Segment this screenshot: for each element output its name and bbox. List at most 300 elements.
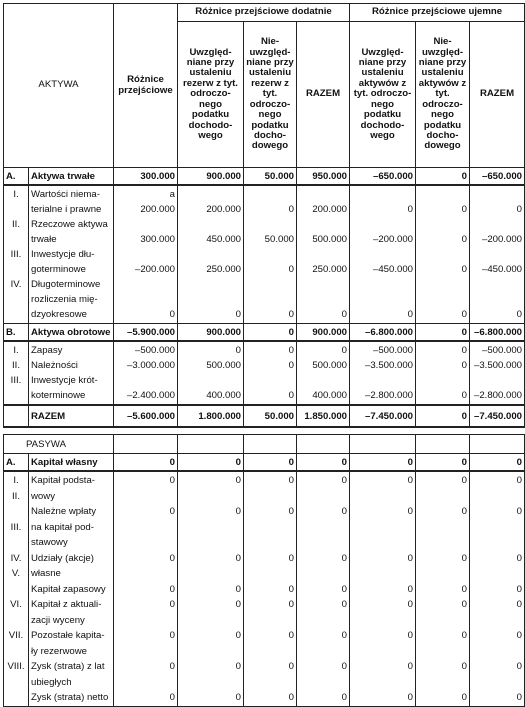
cell-line	[116, 613, 175, 629]
cell-line: 0	[341, 599, 348, 610]
row-names	[29, 471, 114, 706]
section-b-value: 0	[244, 324, 297, 342]
cell-line	[472, 644, 522, 660]
cell-line: 0	[407, 661, 414, 672]
cell-line: 0	[288, 345, 294, 356]
cell-line: –2.800.000	[474, 390, 523, 401]
column-values	[470, 185, 525, 324]
cell-line: 0	[169, 599, 175, 610]
cell-line: 400.000	[206, 390, 241, 401]
cell-line: VII.	[8, 630, 24, 641]
cell-line	[352, 535, 413, 551]
cell-line	[116, 520, 175, 536]
cell-line: Pozostałe kapita-	[31, 630, 105, 641]
cell-line: 0	[288, 661, 294, 672]
cell-line: 0	[288, 204, 294, 215]
cell-line	[352, 292, 413, 307]
uj-razem-header: RAZEM	[470, 22, 525, 168]
cell-line: 0	[235, 506, 241, 517]
section-a-value: 0	[416, 168, 470, 186]
razem-value: 1.800.000	[178, 405, 244, 427]
cell-line: 250.000	[312, 264, 348, 275]
pasywa-value: 0	[244, 454, 297, 472]
cell-line: 0	[288, 264, 294, 275]
cell-line	[299, 373, 347, 388]
cell-line: Inwestycje krót-	[31, 375, 98, 386]
section-a-label: A.	[4, 168, 29, 186]
cell-line: 0	[288, 692, 294, 703]
column-values	[416, 471, 470, 706]
cell-line: 0	[169, 661, 175, 672]
cell-line: 0	[516, 552, 523, 564]
cell-line	[299, 520, 347, 536]
cell-line	[116, 644, 175, 660]
cell-line: 0	[516, 692, 523, 703]
cell-line	[352, 644, 413, 660]
cell-line: 0	[169, 692, 175, 703]
cell-line: II.	[12, 490, 20, 502]
cell-line	[180, 566, 241, 582]
cell-line: III.	[10, 521, 22, 533]
cell-line: Należności	[31, 360, 78, 371]
cell-line	[472, 247, 522, 262]
cell-line	[418, 277, 467, 292]
cell-line	[418, 217, 467, 232]
cell-line: Długoterminowe	[31, 279, 101, 290]
cell-line: 0	[288, 599, 294, 610]
column-values	[416, 185, 470, 324]
cell-line: 0	[235, 583, 241, 595]
cell-line: –450.000	[482, 264, 523, 275]
razem-row	[4, 405, 525, 427]
section-a-value: 300.000	[114, 168, 178, 186]
cell-line: własne	[31, 568, 61, 579]
cell-line: –200.000	[373, 234, 414, 245]
cell-line	[418, 535, 467, 551]
dodatnie-header: Różnice przejściowe dodatnie	[178, 4, 350, 22]
cell-line	[180, 373, 241, 388]
cell-line: 0	[407, 599, 414, 610]
section-a-name: Aktywa trwałe	[29, 168, 114, 186]
cell-line	[180, 489, 241, 505]
cell-line: 0	[516, 583, 523, 595]
section-b-value: 0	[416, 324, 470, 342]
column-values	[297, 185, 350, 324]
cell-line: Udziały (akcje)	[31, 552, 94, 564]
section-a-value: 50.000	[244, 168, 297, 186]
cell-line: 0	[461, 475, 468, 486]
cell-line	[472, 535, 522, 551]
cell-line	[180, 217, 241, 232]
cell-line: Kapitał podsta-	[31, 475, 95, 486]
cell-line	[299, 489, 347, 505]
cell-line	[246, 675, 294, 691]
cell-line	[418, 644, 467, 660]
cell-line	[472, 489, 522, 505]
cell-line: 0	[461, 661, 468, 672]
cell-line	[246, 217, 294, 232]
cell-line: 0	[341, 309, 348, 320]
cell-line: Kapitał zapasowy	[31, 583, 106, 595]
cell-line: 0	[235, 599, 241, 610]
cell-line: –2.800.000	[365, 390, 414, 401]
cell-line	[472, 520, 522, 536]
temporary-differences-table	[3, 3, 525, 707]
cell-line: 0	[288, 475, 294, 486]
cell-line: 0	[169, 583, 175, 595]
cell-line	[352, 675, 413, 691]
cell-line: goterminowe	[31, 264, 86, 275]
cell-line: 0	[235, 475, 241, 486]
cell-line	[116, 373, 175, 388]
pasywa-value: 0	[416, 454, 470, 472]
cell-line: 0	[169, 552, 175, 564]
cell-line	[352, 187, 413, 202]
cell-line: Kapitał z aktuali-	[31, 599, 102, 610]
cell-line: 0	[516, 475, 523, 486]
section-a-value: –650.000	[350, 168, 416, 186]
section-b-value: 900.000	[178, 324, 244, 342]
cell-line: 0	[407, 552, 414, 564]
cell-line: IV.	[10, 552, 22, 564]
uj-uwzgl-header: Uwzględ-niane przy ustaleniu aktywów z tyt. odroczo-nego podatku dochodo-wego	[350, 22, 416, 168]
cell-line	[116, 277, 175, 292]
cell-line	[116, 247, 175, 262]
cell-line: 0	[461, 264, 468, 275]
cell-line: 0	[516, 630, 523, 641]
column-values	[114, 471, 178, 706]
cell-line: Inwestycje dłu-	[31, 249, 95, 260]
cell-line	[299, 613, 347, 629]
cell-line: rozliczenia mię-	[31, 294, 98, 305]
cell-line	[418, 292, 467, 307]
cell-line: 500.000	[312, 360, 348, 371]
cell-line	[472, 187, 522, 202]
cell-line: 0	[461, 309, 468, 320]
cell-line: 0	[235, 552, 241, 564]
cell-line	[180, 675, 241, 691]
cell-line: 0	[341, 583, 348, 595]
cell-line	[116, 292, 175, 307]
cell-line	[246, 613, 294, 629]
cell-line	[472, 277, 522, 292]
pasywa-value: 0	[178, 454, 244, 472]
cell-line	[180, 277, 241, 292]
cell-line: 0	[461, 360, 468, 371]
cell-line: Zysk (strata) z lat	[31, 661, 105, 672]
cell-line: VIII.	[7, 661, 25, 672]
cell-line: –200.000	[482, 234, 523, 245]
aktywa-header: AKTYWA	[4, 4, 114, 168]
cell-line: 0	[461, 345, 468, 356]
cell-line: 0	[407, 475, 414, 486]
cell-line	[299, 644, 347, 660]
column-values	[244, 185, 297, 324]
cell-line	[352, 566, 413, 582]
cell-line	[246, 373, 294, 388]
cell-line: stawowy	[31, 537, 68, 548]
cell-line: –2.400.000	[126, 390, 175, 401]
cell-line: 0	[235, 630, 241, 641]
spacer-row	[4, 427, 525, 435]
cell-line: ły rezerwowe	[31, 645, 87, 657]
pasywa-section-a-label: A.	[4, 454, 29, 472]
cell-line: 0	[461, 552, 468, 564]
cell-line: V.	[11, 568, 21, 579]
cell-line	[299, 187, 347, 202]
cell-line: 50.000	[264, 234, 294, 245]
cell-line: 0	[288, 583, 294, 595]
cell-line	[418, 566, 467, 582]
cell-line: 0	[341, 475, 348, 486]
column-values	[297, 341, 350, 405]
cell-line	[116, 535, 175, 551]
cell-line: a	[169, 189, 175, 200]
section-b-detail	[4, 341, 525, 405]
cell-line	[299, 247, 347, 262]
cell-line	[6, 535, 26, 551]
cell-line: 0	[516, 204, 523, 215]
section-b-row	[4, 324, 525, 342]
cell-line: 0	[169, 309, 175, 320]
cell-line	[299, 217, 347, 232]
cell-line	[418, 675, 467, 691]
section-a-value: 950.000	[297, 168, 350, 186]
cell-line: 0	[341, 692, 348, 703]
cell-line: 0	[169, 506, 175, 517]
cell-line: 0	[407, 204, 414, 215]
column-values	[178, 471, 244, 706]
row-numbers	[4, 471, 29, 706]
cell-line	[418, 247, 467, 262]
cell-line: 500.000	[312, 234, 348, 245]
row-numbers: I. II. III.	[4, 341, 29, 405]
pasywa-detail	[4, 471, 525, 706]
column-values	[244, 471, 297, 706]
cell-line: 0	[461, 234, 468, 245]
section-a-value: –650.000	[470, 168, 525, 186]
cell-line	[246, 535, 294, 551]
cell-line	[418, 373, 467, 388]
cell-line: 250.000	[206, 264, 241, 275]
pasywa-title: PASYWA	[4, 435, 114, 454]
cell-line: –500.000	[482, 345, 523, 356]
cell-line: 0	[235, 309, 241, 320]
cell-line: 0	[288, 630, 294, 641]
cell-line: 0	[407, 692, 414, 703]
roznice-header: Różnice przejściowe	[114, 4, 178, 168]
cell-line	[116, 489, 175, 505]
column-values	[178, 341, 244, 405]
cell-line: terialne i prawne	[31, 204, 102, 215]
ujemne-header: Różnice przejściowe ujemne	[350, 4, 525, 22]
cell-line: 0	[235, 661, 241, 672]
cell-line	[180, 520, 241, 536]
cell-line	[352, 277, 413, 292]
column-values	[178, 185, 244, 324]
pasywa-value: 0	[350, 454, 416, 472]
cell-line	[116, 675, 175, 691]
column-values	[470, 471, 525, 706]
cell-line: na kapitał pod-	[31, 521, 94, 533]
razem-value: 0	[416, 405, 470, 427]
pasywa-value: 0	[114, 454, 178, 472]
cell-line	[246, 644, 294, 660]
cell-line	[299, 566, 347, 582]
column-values	[350, 471, 416, 706]
cell-line	[6, 582, 26, 598]
cell-line: 200.000	[312, 204, 348, 215]
section-b-value: –6.800.000	[470, 324, 525, 342]
cell-line: 0	[288, 309, 294, 320]
cell-line	[116, 217, 175, 232]
cell-line	[246, 292, 294, 307]
pasywa-header-row	[4, 435, 525, 454]
cell-line: wowy	[31, 490, 55, 502]
cell-line	[352, 247, 413, 262]
cell-line	[246, 520, 294, 536]
pasywa-value: 0	[470, 454, 525, 472]
column-values	[114, 341, 178, 405]
column-values	[297, 471, 350, 706]
cell-line: 0	[461, 204, 468, 215]
cell-line	[6, 613, 26, 629]
cell-line	[472, 217, 522, 232]
cell-line: –450.000	[373, 264, 414, 275]
cell-line	[299, 277, 347, 292]
cell-line: Rzeczowe aktywa	[31, 219, 108, 230]
cell-line: 0	[516, 506, 523, 517]
cell-line: 0	[341, 506, 348, 517]
cell-line: VI.	[10, 599, 22, 610]
cell-line: 0	[169, 475, 175, 486]
cell-line	[352, 489, 413, 505]
pasywa-section-a-name: Kapitał własny	[29, 454, 114, 472]
dod-razem-header: RAZEM	[297, 22, 350, 168]
dod-uwzgl-header: Uwzględ-niane przy ustaleniu rezerw z tyt. odroczo-nego podatku dochodo-wego	[178, 22, 244, 168]
cell-line	[352, 613, 413, 629]
cell-line: Zapasy	[31, 345, 63, 356]
cell-line: 500.000	[206, 360, 241, 371]
pasywa-value: 0	[297, 454, 350, 472]
cell-line	[6, 644, 26, 660]
cell-line: 0	[288, 390, 294, 401]
section-b-value: 900.000	[297, 324, 350, 342]
cell-line: –500.000	[134, 345, 175, 356]
cell-line: 0	[288, 506, 294, 517]
cell-line: 0	[461, 599, 468, 610]
cell-line: 0	[461, 506, 468, 517]
cell-line: 0	[461, 630, 468, 641]
cell-line	[472, 675, 522, 691]
pasywa-section-a-row	[4, 454, 525, 472]
cell-line	[418, 613, 467, 629]
column-values	[350, 185, 416, 324]
cell-line	[418, 520, 467, 536]
cell-line	[352, 217, 413, 232]
cell-line: trwałe	[31, 234, 57, 245]
cell-line	[472, 373, 522, 388]
cell-line	[472, 292, 522, 307]
cell-line: 0	[288, 360, 294, 371]
cell-line: –3.000.000	[126, 360, 175, 371]
cell-line: koterminowe	[31, 390, 86, 401]
cell-line	[418, 489, 467, 505]
cell-line: 0	[169, 630, 175, 641]
section-a-value: 900.000	[178, 168, 244, 186]
cell-line: Należne wpłaty	[31, 506, 97, 517]
cell-line	[6, 504, 26, 520]
razem-value: –7.450.000	[470, 405, 525, 427]
row-numbers: I. II. III. IV.	[4, 185, 29, 324]
cell-line: –3.500.000	[365, 360, 414, 371]
cell-line: 450.000	[206, 234, 241, 245]
cell-line: 0	[341, 630, 348, 641]
cell-line	[6, 675, 26, 691]
cell-line: 0	[407, 630, 414, 641]
cell-line: 0	[461, 583, 468, 595]
cell-line	[418, 187, 467, 202]
cell-line	[299, 675, 347, 691]
cell-line	[180, 247, 241, 262]
section-a-detail	[4, 185, 525, 324]
cell-line	[352, 373, 413, 388]
cell-line: 0	[341, 661, 348, 672]
cell-line	[246, 187, 294, 202]
section-b-value: –5.900.000	[114, 324, 178, 342]
razem-label: RAZEM	[29, 405, 114, 427]
cell-line	[352, 520, 413, 536]
section-b-label: B.	[4, 324, 29, 342]
column-values	[350, 341, 416, 405]
cell-line	[180, 613, 241, 629]
razem-value: 1.850.000	[297, 405, 350, 427]
cell-line	[116, 566, 175, 582]
cell-line	[180, 292, 241, 307]
cell-line	[246, 489, 294, 505]
cell-line: 200.000	[206, 204, 241, 215]
cell-line: –500.000	[373, 345, 414, 356]
cell-line: 400.000	[312, 390, 348, 401]
cell-line: 200.000	[140, 204, 175, 215]
row-names	[29, 185, 114, 324]
section-b-name: Aktywa obrotowe	[29, 324, 114, 342]
cell-line	[472, 613, 522, 629]
cell-line: zacji wyceny	[31, 614, 85, 626]
cell-line: dzyokresowe	[31, 309, 87, 320]
cell-line: 0	[235, 345, 241, 356]
cell-line: I.	[13, 475, 19, 486]
razem-value: 50.000	[244, 405, 297, 427]
cell-line	[180, 644, 241, 660]
cell-line: 0	[341, 552, 348, 564]
cell-line: 0	[461, 390, 468, 401]
cell-line: 0	[407, 309, 414, 320]
cell-line	[180, 535, 241, 551]
cell-line: 0	[461, 692, 468, 703]
column-values	[416, 341, 470, 405]
section-b-value: –6.800.000	[350, 324, 416, 342]
section-a-row	[4, 168, 525, 186]
cell-line: 0	[516, 599, 523, 610]
cell-line	[472, 566, 522, 582]
cell-line: Zysk (strata) netto	[31, 692, 109, 703]
cell-line: 0	[407, 583, 414, 595]
cell-line: –3.500.000	[474, 360, 523, 371]
column-values	[470, 341, 525, 405]
cell-line: 300.000	[140, 234, 175, 245]
column-values	[244, 341, 297, 405]
